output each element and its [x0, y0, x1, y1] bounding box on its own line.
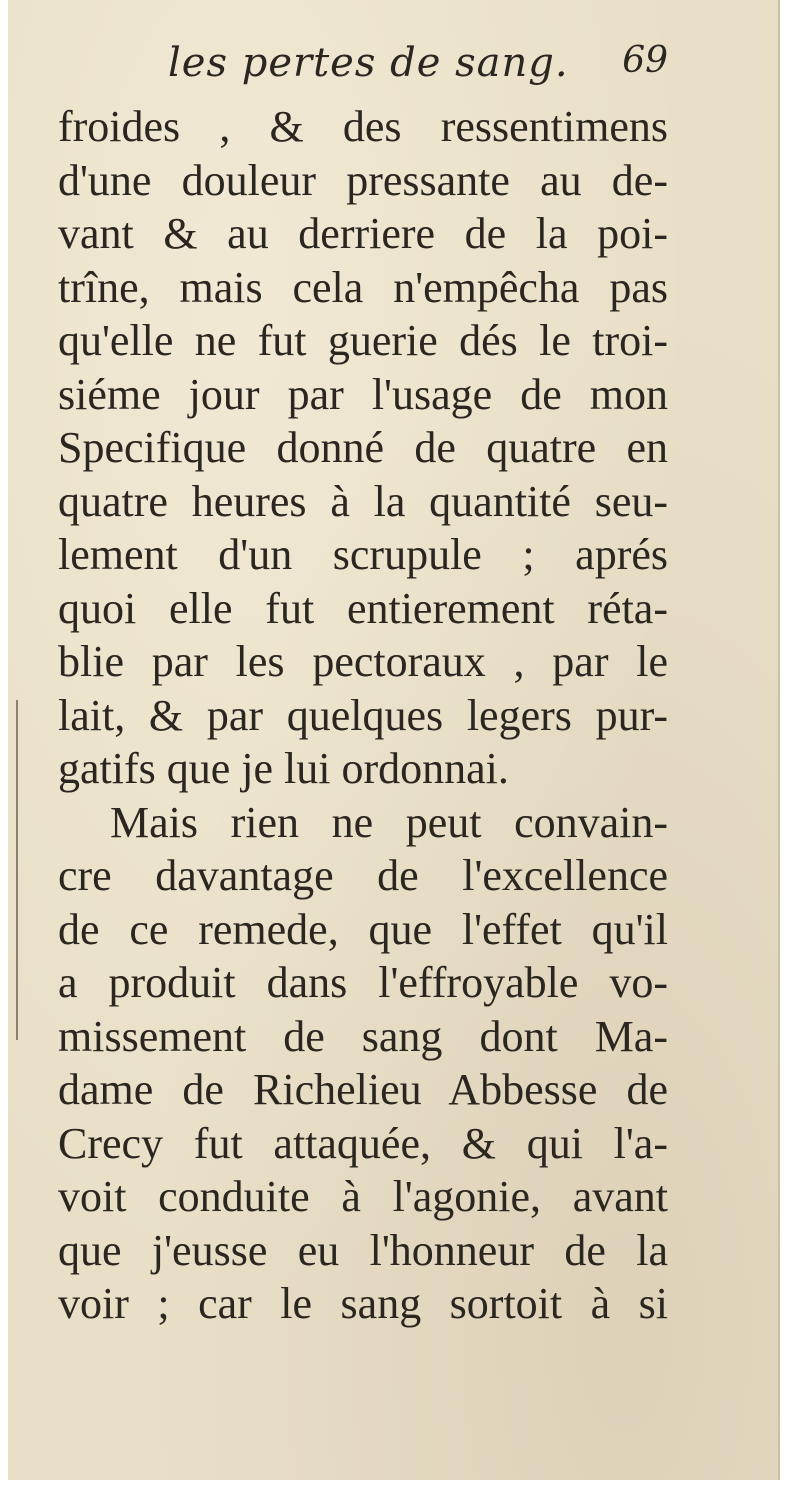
text-line: a produit dans l'effroyable vo- — [58, 958, 668, 1007]
text-line: missement de sang dont Ma- — [58, 1011, 668, 1061]
text-line: lait, & par quelques legers pur- — [58, 690, 668, 740]
text-line: d'une douleur pressante au de- — [58, 155, 668, 205]
text-line: siéme jour par l'usage de mon — [58, 369, 668, 419]
text-line: que j'eusse eu l'honneur de la — [58, 1225, 668, 1275]
text-line: Crecy fut attaquée, & qui l'a- — [58, 1118, 668, 1168]
text-line: cre davantage de l'excellence — [58, 851, 668, 900]
page-number: 69 — [622, 40, 668, 81]
text-line: dame de Richelieu Abbesse de — [58, 1065, 668, 1114]
page-edge-mark — [16, 700, 18, 1040]
text-line: de ce remede, que l'effet qu'il — [58, 904, 668, 954]
text-line: quatre heures à la quantité seu- — [58, 476, 668, 526]
text-line: qu'elle ne fut guerie dés le troi- — [58, 316, 668, 365]
paragraph-start-line: Mais rien ne peut convain- — [110, 797, 668, 847]
running-head — [168, 40, 668, 100]
paragraph-end-line: gatifs que je lui ordonnai. — [58, 744, 509, 793]
text-line: vant & au derriere de la poi- — [58, 209, 668, 258]
text-line: voir ; car le sang sortoit à si — [58, 1279, 668, 1328]
text-line: trîne, mais cela n'empêcha pas — [58, 262, 668, 312]
book-page — [8, 0, 780, 1480]
running-title: les pertes de sang. — [168, 40, 569, 86]
text-line: voit conduite à l'agonie, avant — [58, 1172, 668, 1221]
body-text — [58, 100, 668, 1331]
text-line: quoi elle fut entierement réta- — [58, 583, 668, 633]
text-line: froides , & des ressentimens — [58, 102, 668, 151]
text-line: blie par les pectoraux , par le — [58, 637, 668, 686]
text-line: lement d'un scrupule ; aprés — [58, 530, 668, 579]
text-line: Specifique donné de quatre en — [58, 423, 668, 472]
